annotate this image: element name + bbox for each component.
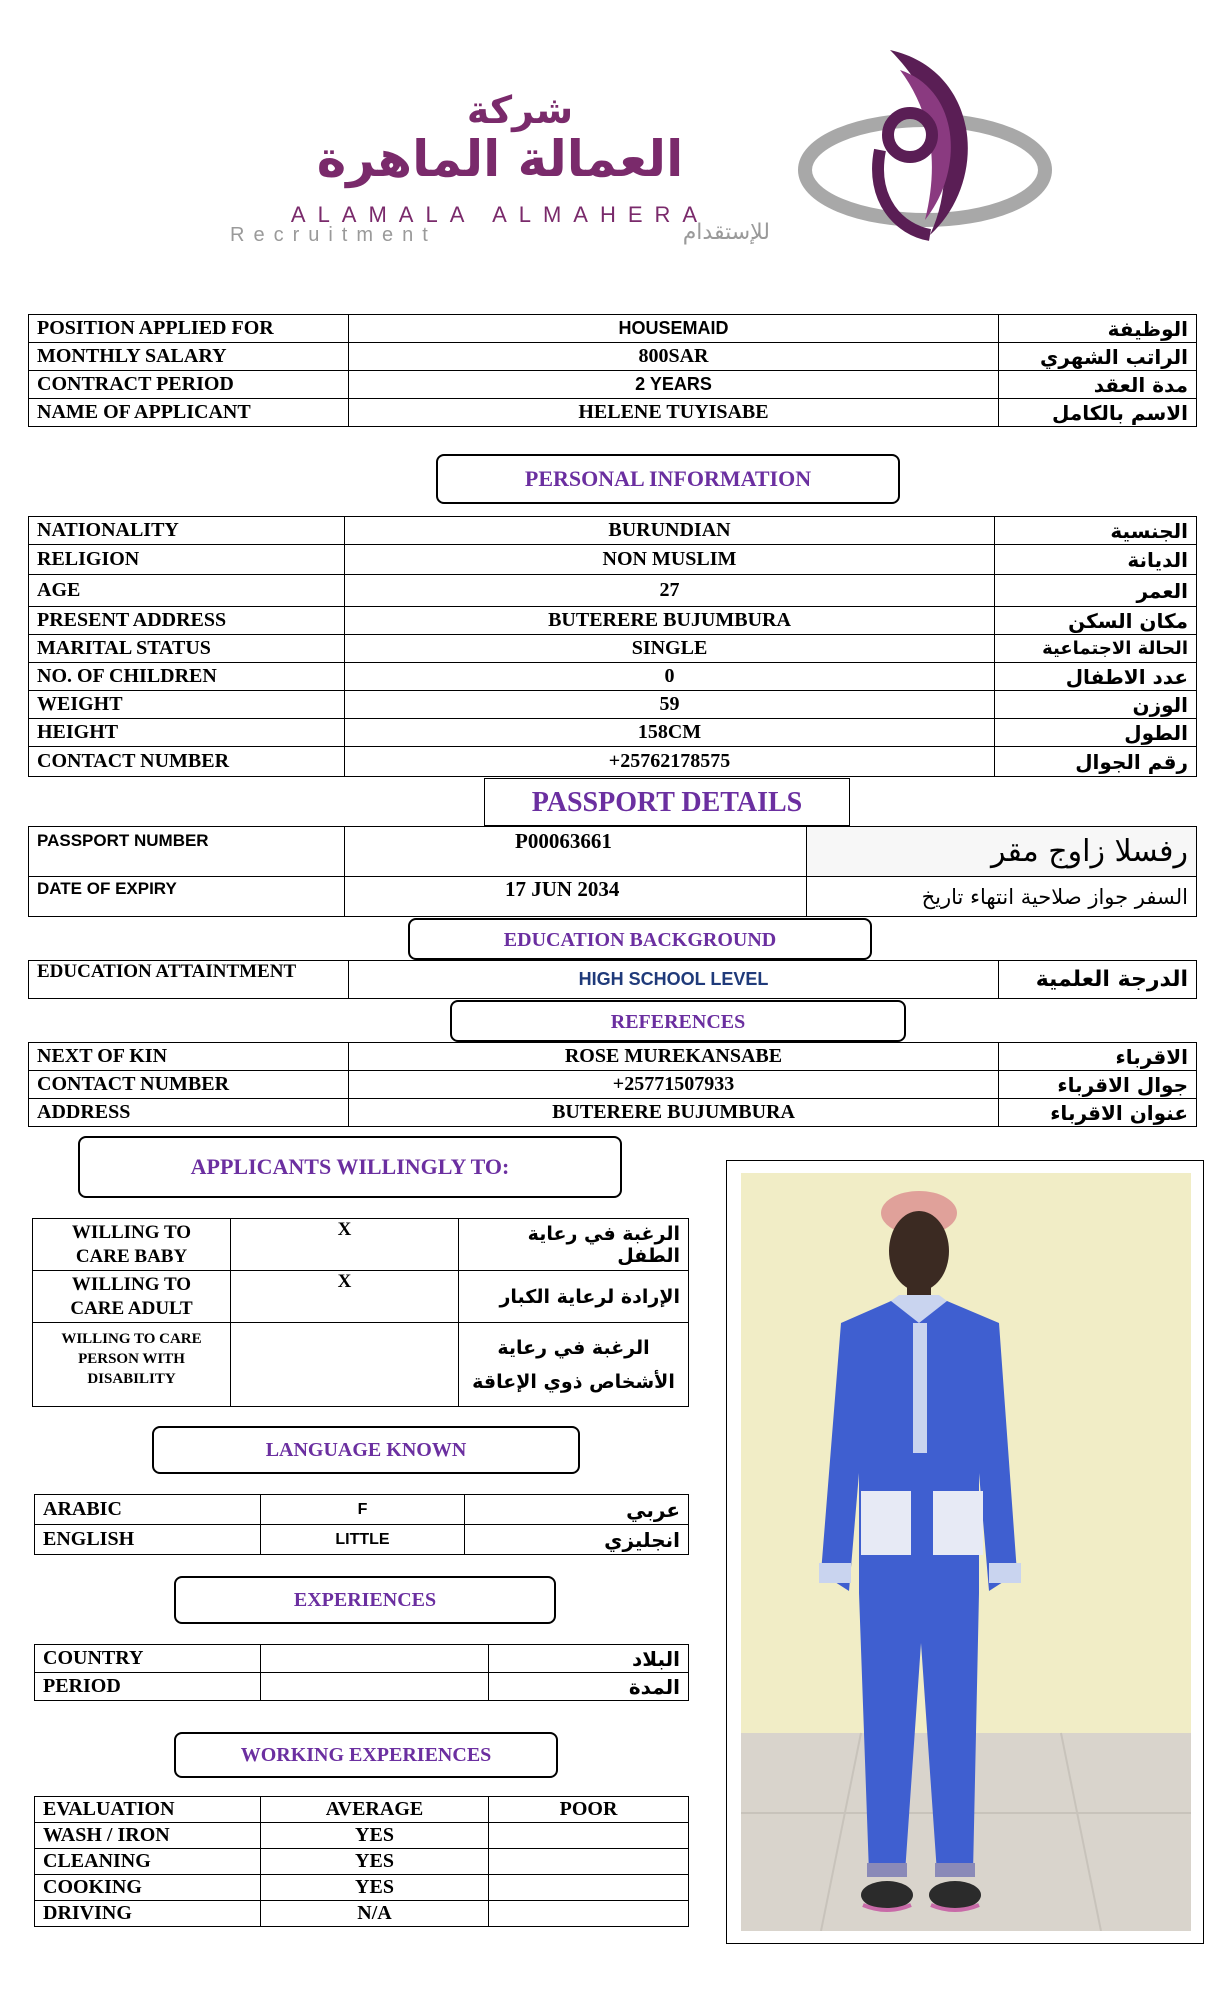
experiences-table — [34, 1644, 689, 1701]
applicant-photo-frame — [726, 1160, 1204, 1944]
row-value — [261, 1645, 489, 1673]
row-value: HIGH SCHOOL LEVEL — [349, 961, 999, 999]
row-average: YES — [261, 1823, 489, 1849]
row-value: 59 — [345, 691, 995, 719]
row-label: CONTACT NUMBER — [29, 747, 345, 777]
education-table — [28, 960, 1197, 999]
row-arabic-label: رفسلا زاوج مقر — [807, 827, 1197, 877]
logo-arabic-top: شركة — [466, 88, 574, 132]
table-row — [33, 1271, 689, 1323]
row-value: 17 JUN 2034 — [345, 877, 807, 917]
table-row — [29, 343, 1197, 371]
row-value: 0 — [345, 663, 995, 691]
row-arabic-label: عنوان الاقرباء — [999, 1099, 1197, 1127]
row-value: HOUSEMAID — [349, 315, 999, 343]
column-header-average: AVERAGE — [261, 1797, 489, 1823]
row-mark: X — [231, 1271, 459, 1323]
table-row — [35, 1875, 689, 1901]
table-row — [29, 315, 1197, 343]
table-row — [29, 663, 1197, 691]
references-title: REFERENCES — [450, 1000, 906, 1042]
row-value: 158CM — [345, 719, 995, 747]
table-row — [35, 1849, 689, 1875]
row-arabic-label: الاقرباء — [999, 1043, 1197, 1071]
row-poor — [489, 1875, 689, 1901]
logo-arabic-recruitment: للإستقدام — [682, 220, 770, 245]
row-value: LITTLE — [261, 1525, 465, 1555]
row-value: 2 YEARS — [349, 371, 999, 399]
table-row — [29, 1099, 1197, 1127]
references-table — [28, 1042, 1197, 1127]
row-label: PASSPORT NUMBER — [29, 827, 345, 877]
row-value: BUTERERE BUJUMBURA — [345, 607, 995, 635]
row-label: CLEANING — [35, 1849, 261, 1875]
working-experiences-title: WORKING EXPERIENCES — [174, 1732, 558, 1778]
row-average: YES — [261, 1875, 489, 1901]
table-row — [35, 1901, 689, 1927]
row-label: MONTHLY SALARY — [29, 343, 349, 371]
table-row — [29, 877, 1197, 917]
column-header-evaluation: EVALUATION — [35, 1797, 261, 1823]
language-table — [34, 1494, 689, 1555]
row-label: PRESENT ADDRESS — [29, 607, 345, 635]
row-label: MARITAL STATUS — [29, 635, 345, 663]
row-arabic-label: البلاد — [489, 1645, 689, 1673]
row-arabic-label: جوال الاقرباء — [999, 1071, 1197, 1099]
willing-table — [32, 1218, 689, 1407]
row-arabic-label: الطول — [995, 719, 1197, 747]
logo-header — [220, 30, 1060, 250]
education-title: EDUCATION BACKGROUND — [408, 918, 872, 960]
row-arabic-label: الجنسية — [995, 517, 1197, 545]
row-label: COUNTRY — [35, 1645, 261, 1673]
row-label: ADDRESS — [29, 1099, 349, 1127]
row-label: NAME OF APPLICANT — [29, 399, 349, 427]
row-label: WASH / IRON — [35, 1823, 261, 1849]
row-arabic-label: السفر جواز صلاحية انتهاء تاريخ — [807, 877, 1197, 917]
row-arabic-label: الرغبة في رعاية الأشخاص ذوي الإعاقة — [459, 1323, 689, 1407]
row-arabic-label: عدد الاطفال — [995, 663, 1197, 691]
row-value: BUTERERE BUJUMBURA — [349, 1099, 999, 1127]
table-row — [29, 827, 1197, 877]
row-label: CONTACT NUMBER — [29, 1071, 349, 1099]
table-row — [29, 635, 1197, 663]
row-label: WEIGHT — [29, 691, 345, 719]
row-arabic-label: انجليزي — [465, 1525, 689, 1555]
row-value — [261, 1673, 489, 1701]
row-arabic-label: عربي — [465, 1495, 689, 1525]
row-value: F — [261, 1495, 465, 1525]
table-row — [35, 1823, 689, 1849]
row-label: ARABIC — [35, 1495, 261, 1525]
row-mark: X — [231, 1219, 459, 1271]
row-arabic-label: الإرادة لرعاية الكبار — [459, 1271, 689, 1323]
row-arabic-label: الوظيفة — [999, 315, 1197, 343]
personal-table — [28, 516, 1197, 777]
language-title: LANGUAGE KNOWN — [152, 1426, 580, 1474]
row-poor — [489, 1849, 689, 1875]
row-label: DATE OF EXPIRY — [29, 877, 345, 917]
row-label: RELIGION — [29, 545, 345, 575]
table-row — [35, 1645, 689, 1673]
row-label: DRIVING — [35, 1901, 261, 1927]
row-value: SINGLE — [345, 635, 995, 663]
logo-recruitment: Recruitment — [230, 224, 437, 246]
row-label: EDUCATION ATTAINTMENT — [29, 961, 349, 999]
row-label: HEIGHT — [29, 719, 345, 747]
passport-details-title: PASSPORT DETAILS — [484, 778, 850, 826]
logo-arabic-name: العمالة الماهرة — [316, 130, 684, 188]
row-value: HELENE TUYISABE — [349, 399, 999, 427]
table-row — [33, 1219, 689, 1271]
row-arabic-label: مدة العقد — [999, 371, 1197, 399]
row-label: WILLING TO CARE ADULT — [33, 1271, 231, 1323]
logo-emblem-icon — [790, 30, 1060, 250]
table-header-row — [35, 1797, 689, 1823]
row-label: AGE — [29, 575, 345, 607]
row-arabic-label: الراتب الشهري — [999, 343, 1197, 371]
table-row — [29, 1043, 1197, 1071]
row-value: ROSE MUREKANSABE — [349, 1043, 999, 1071]
table-row — [29, 575, 1197, 607]
table-row — [29, 747, 1197, 777]
willing-title: APPLICANTS WILLINGLY TO: — [78, 1136, 622, 1198]
row-arabic-label: المدة — [489, 1673, 689, 1701]
row-arabic-label: مكان السكن — [995, 607, 1197, 635]
applicant-photo — [741, 1173, 1191, 1931]
row-label: NO. OF CHILDREN — [29, 663, 345, 691]
row-value: NON MUSLIM — [345, 545, 995, 575]
table-row — [29, 719, 1197, 747]
row-average: YES — [261, 1849, 489, 1875]
row-label: WILLING TO CARE PERSON WITH DISABILITY — [33, 1323, 231, 1407]
column-header-poor: POOR — [489, 1797, 689, 1823]
row-label: NATIONALITY — [29, 517, 345, 545]
row-arabic-label: العمر — [995, 575, 1197, 607]
row-label: CONTRACT PERIOD — [29, 371, 349, 399]
table-row — [35, 1495, 689, 1525]
table-row — [35, 1673, 689, 1701]
row-poor — [489, 1823, 689, 1849]
table-row — [29, 545, 1197, 575]
row-arabic-label: الاسم بالكامل — [999, 399, 1197, 427]
row-label: PERIOD — [35, 1673, 261, 1701]
table-row — [29, 399, 1197, 427]
table-row — [29, 1071, 1197, 1099]
row-arabic-label: الحالة الاجتماعية — [995, 635, 1197, 663]
row-poor — [489, 1901, 689, 1927]
row-value: 800SAR — [349, 343, 999, 371]
table-row — [29, 691, 1197, 719]
row-arabic-label: الرغبة في رعاية الطفل — [459, 1219, 689, 1271]
row-value: P00063661 — [345, 827, 807, 877]
row-label: WILLING TO CARE BABY — [33, 1219, 231, 1271]
passport-table — [28, 826, 1197, 917]
table-row — [29, 961, 1197, 999]
row-label: NEXT OF KIN — [29, 1043, 349, 1071]
row-arabic-label: الديانة — [995, 545, 1197, 575]
row-value: 27 — [345, 575, 995, 607]
row-label: ENGLISH — [35, 1525, 261, 1555]
row-value: +25762178575 — [345, 747, 995, 777]
row-average: N/A — [261, 1901, 489, 1927]
row-arabic-label: رقم الجوال — [995, 747, 1197, 777]
logo-latin-name: ALAMALA ALMAHERA — [290, 202, 710, 227]
table-row — [29, 371, 1197, 399]
row-value: +25771507933 — [349, 1071, 999, 1099]
table-row — [29, 607, 1197, 635]
table-row — [33, 1323, 689, 1407]
table-row — [29, 517, 1197, 545]
experiences-title: EXPERIENCES — [174, 1576, 556, 1624]
table-row — [35, 1525, 689, 1555]
personal-info-title: PERSONAL INFORMATION — [436, 454, 900, 504]
job-table — [28, 314, 1197, 427]
row-arabic-label: الدرجة العلمية — [999, 961, 1197, 999]
row-mark — [231, 1323, 459, 1407]
row-label: COOKING — [35, 1875, 261, 1901]
row-value: BURUNDIAN — [345, 517, 995, 545]
row-arabic-label: الوزن — [995, 691, 1197, 719]
row-label: POSITION APPLIED FOR — [29, 315, 349, 343]
working-table — [34, 1796, 689, 1927]
